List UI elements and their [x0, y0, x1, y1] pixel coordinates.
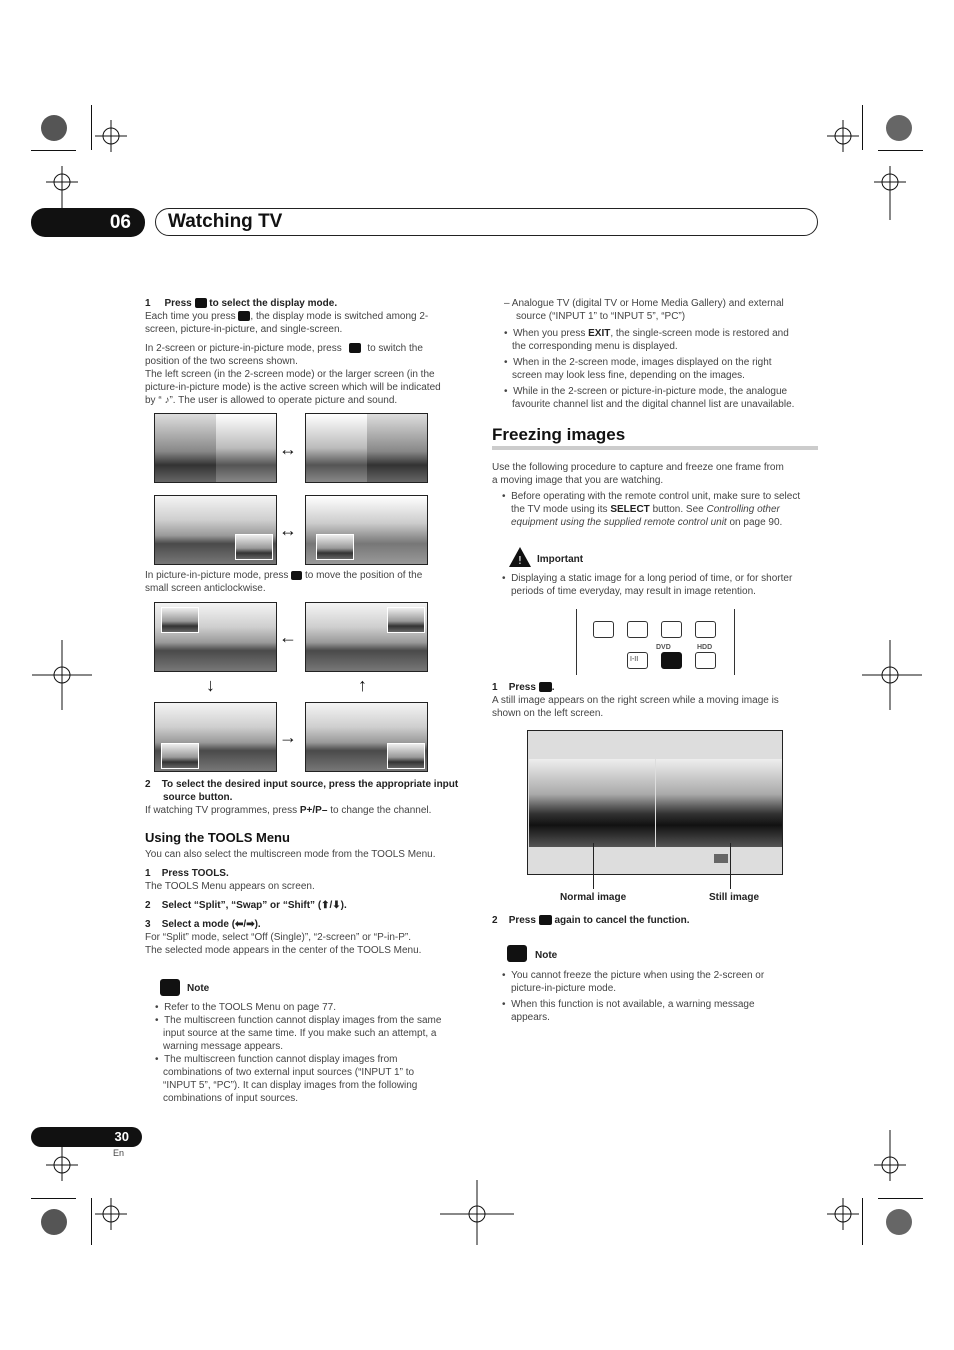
- freeze-step-1: 1 Press . A still image appears on the right screen while a moving image is shown on the left screen.: [492, 682, 779, 719]
- important-text: • Displaying a static image for a long period of time, or for shorter periods of time everyday, may result in image retention.: [502, 573, 793, 597]
- swap-button-icon: [349, 343, 361, 353]
- normal-image-callout-line: [593, 843, 594, 889]
- important-label: Important: [537, 554, 584, 565]
- swap-arrow-icon: ↔: [279, 520, 297, 540]
- shift-image-bottom-right: [305, 702, 428, 772]
- right-top-list: – Analogue TV (digital TV or Home Media Gallery) and external source (“INPUT 1” to “INPUT 5”, “PC”) • When you press EXIT, the single-screen mode is restored and the corresponding menu is displayed. • When in the 2-screen mode, images displayed on the right screen may look less fine, depending on the images. • While in the 2-screen or picture-in-picture mode, the analogue favourite channel list and the digital channel list are unavailable.: [504, 298, 795, 410]
- note-item: • Refer to the TOOLS Menu on page 77.: [155, 1002, 337, 1013]
- note-item: • You cannot freeze the picture when using the 2-screen or: [502, 970, 765, 981]
- normal-image-label: Normal image: [560, 892, 627, 903]
- shift-image-bottom-left: [154, 702, 277, 772]
- right-arrow-icon: →: [279, 727, 297, 747]
- split-button-icon: [238, 311, 250, 321]
- two-screen-image-after: [305, 413, 428, 483]
- right-notes-list: • You cannot freeze the picture when using the 2-screen or picture-in-picture mode. • When this function is not available, a warning message appears.: [502, 969, 822, 1024]
- section-rule: [492, 446, 818, 450]
- step-1-text: Each time you press , the display mode is switched among 2- screen, picture-in-picture, and single-screen. In 2-screen or picture-in-picture mode, press to switch the position of the two screens shown. The left screen (in the 2-screen mode) or the larger screen (in the picture-in-picture mode) is the active screen which will be indicated by “ ♪”. The user is allowed to operate picture and sound.: [145, 311, 441, 406]
- remote-screen-button[interactable]: [695, 652, 716, 669]
- note-icon: [507, 945, 527, 962]
- tools-menu-heading: Using the TOOLS Menu: [145, 830, 290, 845]
- still-image-label: Still image: [709, 892, 760, 903]
- note-label: Note: [187, 983, 210, 994]
- chapter-number-tab: 06: [31, 208, 145, 237]
- shift-image-top-left: [154, 602, 277, 672]
- step-2: 2 To select the desired input source, press the appropriate input source button. If watching TV programmes, press P+/P– to change the channel.: [145, 779, 459, 816]
- remote-freeze-button[interactable]: [661, 652, 682, 669]
- freeze-intro: Use the following procedure to capture and freeze one frame from a moving image that you are watching. • Before operating with the remote control unit, make sure to select the TV mode using its SELECT button. See Controlling other equipment using the supplied remote control unit on page 90.: [492, 462, 801, 528]
- remote-hdd-label: HDD: [697, 644, 713, 651]
- page-language: En: [113, 1148, 125, 1158]
- note-item: • The multiscreen function cannot display images from the same: [155, 1015, 442, 1026]
- remote-edge-right: [734, 609, 735, 675]
- note-label: Note: [535, 950, 558, 961]
- freeze-button-icon: [539, 915, 552, 925]
- remote-edge-left: [576, 609, 577, 675]
- note-icon: [160, 979, 180, 996]
- up-arrow-icon: ↑: [358, 675, 367, 695]
- still-image-screen: [656, 759, 782, 847]
- still-image-callout-line: [730, 843, 731, 889]
- note-item: • The multiscreen function cannot display images from: [155, 1054, 398, 1065]
- freezing-images-heading: Freezing images: [492, 425, 626, 444]
- pip-image-before: [154, 495, 277, 565]
- step-1-heading: 1 Press to select the display mode.: [145, 298, 338, 309]
- freeze-button-icon: [539, 682, 552, 692]
- left-notes-list: • Refer to the TOOLS Menu on page 77. • The multiscreen function cannot display images from the same input source at the same time. If you make such an attempt, a warning message appears. • The multiscreen function cannot display images from combinations of two external input sources (“INPUT 1” to “INPUT 5”, “PC”). It can display images from the following combinations of input sources.: [155, 1001, 475, 1105]
- remote-rewind-button[interactable]: [661, 621, 682, 638]
- chapter-title: Watching TV: [168, 211, 283, 232]
- shift-image-top-right: [305, 602, 428, 672]
- note-item: • When this function is not available, a warning message: [502, 999, 755, 1010]
- tv-screen-illustration: [527, 730, 783, 875]
- remote-i-ii-button[interactable]: I-II: [627, 652, 648, 669]
- shift-button-icon: [291, 571, 302, 580]
- down-arrow-icon: ↓: [206, 675, 215, 695]
- freeze-indicator-icon: [714, 854, 728, 863]
- remote-forward-button[interactable]: [695, 621, 716, 638]
- page-number: 30: [31, 1127, 142, 1147]
- tools-menu-section: You can also select the multiscreen mode from the TOOLS Menu. 1 Press TOOLS. The TOOLS Menu appears on screen. 2 Select “Split”, “Swap” or “Shift” (⬆/⬇). 3 Select a mode (⬅/➡). For “Split” mode, select “Off (Single)”, “2-screen” or “P-in-P”. The selected mode appears in the center of the TOOLS Menu.: [145, 849, 436, 956]
- remote-next-button[interactable]: [627, 621, 648, 638]
- two-screen-image-before: [154, 413, 277, 483]
- swap-arrow-icon: ↔: [279, 439, 297, 459]
- remote-prev-button[interactable]: [593, 621, 614, 638]
- left-arrow-icon: ←: [279, 627, 297, 647]
- split-button-icon: [195, 298, 207, 308]
- svg-text:!: !: [517, 554, 523, 567]
- normal-image-screen: [529, 759, 655, 847]
- remote-dvd-label: DVD: [656, 644, 671, 651]
- freeze-step-2: 2 Press again to cancel the function.: [492, 915, 690, 926]
- pip-image-after: [305, 495, 428, 565]
- pip-text: In picture-in-picture mode, press to move the position of the small screen anticlockwise.: [145, 570, 423, 594]
- important-icon: [508, 546, 532, 568]
